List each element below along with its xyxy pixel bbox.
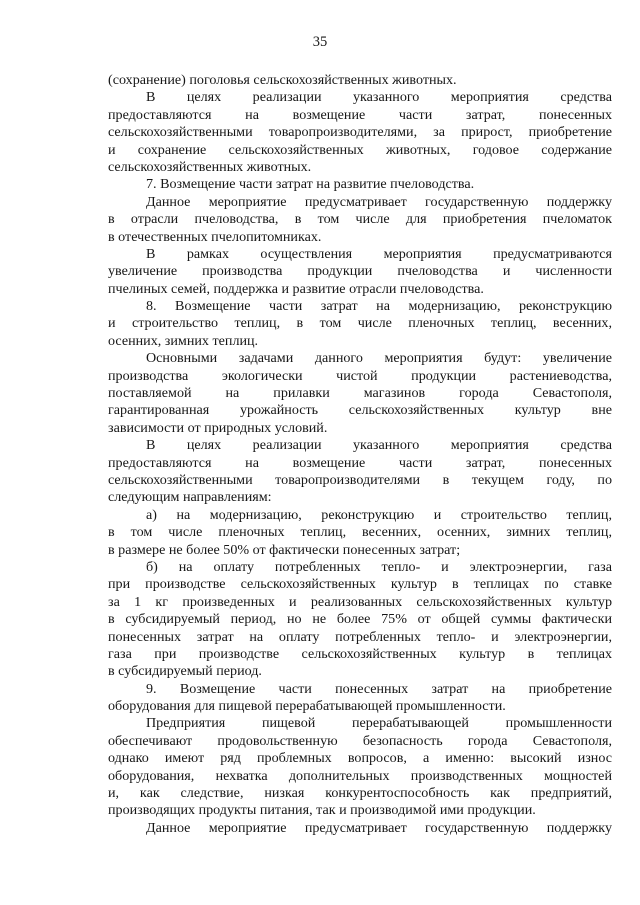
text-line: Данное мероприятие предусматривает государственную поддержку [146, 193, 612, 210]
text-line: 9. Возмещение части понесенных затрат на приобретение [146, 680, 612, 697]
text-line: сельскохозяйственными товаропроизводителями в текущем году, по [108, 471, 612, 488]
text-line: зависимости от природных условий. [108, 419, 328, 436]
text-line: однако имеют ряд проблемных вопросов, а именно: высокий износ [108, 750, 612, 767]
text-line: в отечественных пчелопитомниках. [108, 228, 322, 245]
text-line: Предприятия пищевой перерабатывающей промышленности [146, 715, 612, 732]
text-line: гарантированная урожайность сельскохозяйственных культур вне [108, 402, 612, 419]
text-line: газа при производстве сельскохозяйственных культур в теплицах [108, 645, 612, 662]
text-line: при производстве сельскохозяйственных культур в теплицах по ставке [108, 576, 612, 593]
text-line: в субсидируемый период, но не более 75% от общей суммы фактически [108, 611, 612, 628]
text-line: предоставляются на возмещение части затрат, понесенных [108, 106, 612, 123]
text-line: в отрасли пчеловодства, в том числе для приобретения пчеломаток [108, 211, 612, 228]
text-line: предоставляются на возмещение части затрат, понесенных [108, 454, 612, 471]
text-line: за 1 кг произведенных и реализованных сельскохозяйственных культур [108, 593, 612, 610]
text-line: поставляемой на прилавки магазинов города Севастополя, [108, 385, 612, 402]
text-line: 7. Возмещение части затрат на развитие пчеловодства. [146, 176, 475, 193]
text-line: б) на оплату потребленных тепло- и электроэнергии, газа [146, 558, 612, 575]
text-line: 8. Возмещение части затрат на модернизацию, реконструкцию [146, 298, 612, 315]
text-line: пчелиных семей, поддержка и развитие отрасли пчеловодства. [108, 280, 484, 297]
text-line: осенних, зимних теплиц. [108, 332, 259, 349]
document-body [108, 72, 612, 837]
text-line: (сохранение) поголовья сельскохозяйственных животных. [108, 72, 457, 88]
text-line: сельскохозяйственных животных. [108, 158, 312, 175]
text-line: увеличение производства продукции пчеловодства и численности [108, 263, 612, 280]
page-number: 35 [312, 34, 328, 50]
text-line: сельскохозяйственными товаропроизводителями, за прирост, приобретение [108, 124, 612, 141]
text-line: в субсидируемый период. [108, 663, 262, 680]
text-line: следующим направлениям: [108, 489, 272, 506]
text-line: и сохранение сельскохозяйственных животных, годовое содержание [108, 141, 612, 158]
text-line: в размере не более 50% от фактически понесенных затрат; [108, 541, 461, 558]
text-line: производящих продукты питания, так и производимой ими продукции. [108, 802, 536, 819]
text-line: а) на модернизацию, реконструкцию и строительство теплиц, [146, 506, 612, 523]
text-line: Данное мероприятие предусматривает государственную поддержку [146, 819, 612, 836]
text-line: В целях реализации указанного мероприятия средства [146, 89, 612, 106]
text-line: Основными задачами данного мероприятия будут: увеличение [146, 350, 612, 367]
text-line: В рамках осуществления мероприятия предусматриваются [146, 245, 612, 262]
text-line: оборудования для пищевой перерабатывающей промышленности. [108, 698, 506, 715]
text-line: обеспечивают продовольственную безопасность города Севастополя, [108, 732, 612, 749]
text-line: оборудования, нехватка дополнительных производственных мощностей [108, 767, 612, 784]
text-line: и строительство теплиц, в том числе пленочных теплиц, весенних, [108, 315, 612, 332]
text-line: и, как следствие, низкая конкурентоспособность как предприятий, [108, 785, 612, 802]
text-line: в том числе пленочных теплиц, весенних, осенних, зимних теплиц, [108, 524, 612, 541]
text-line: понесенных затрат на оплату потребленных тепло- и электроэнергии, [108, 628, 612, 645]
text-line: В целях реализации указанного мероприятия средства [146, 437, 612, 454]
text-line: производства экологически чистой продукции растениеводства, [108, 367, 612, 384]
